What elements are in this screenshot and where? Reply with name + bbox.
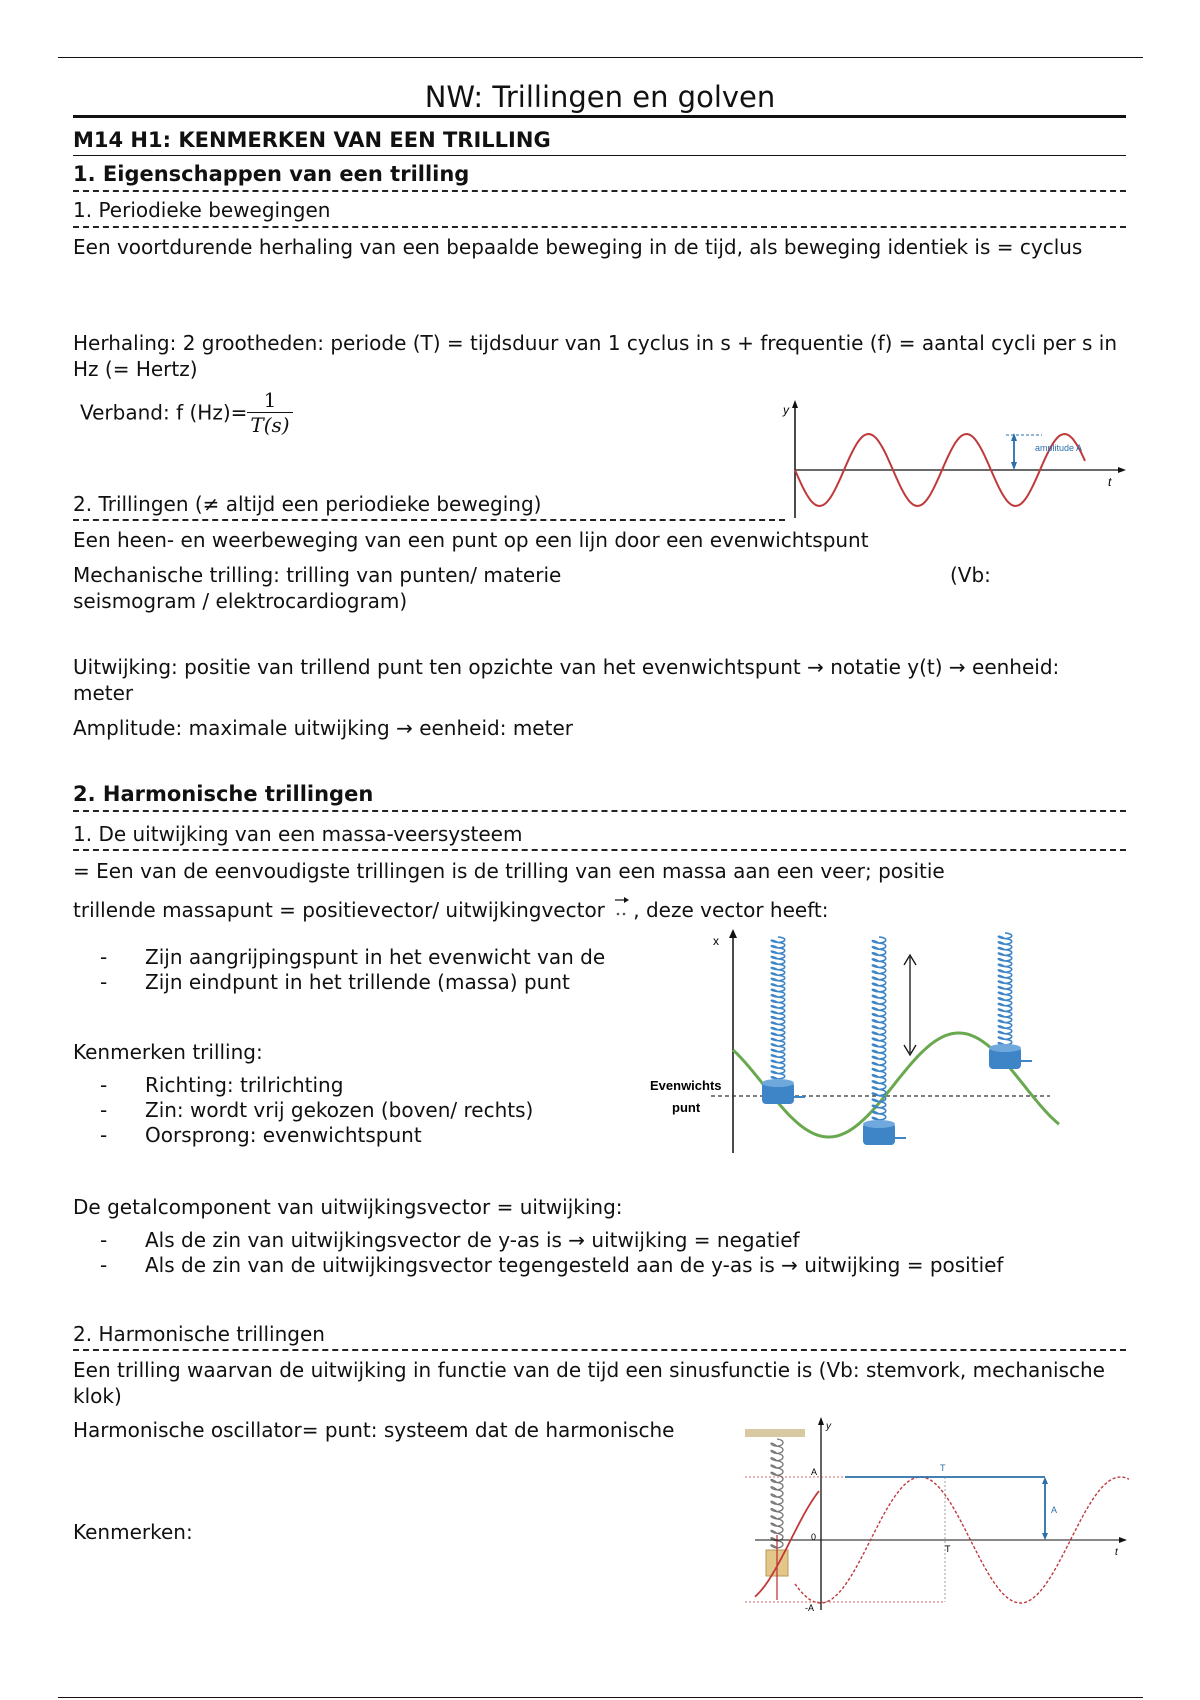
fig2-spring-1 xyxy=(771,937,785,1079)
paragraph-seismogram: seismogram / elektrocardiogram) xyxy=(73,589,408,613)
figure-sine-amplitude xyxy=(780,398,1130,523)
bullet-list-uitwijking xyxy=(100,1228,1003,1278)
fig2-x-label: x xyxy=(713,934,719,948)
page-title: NW: Trillingen en golven xyxy=(424,80,776,114)
fig3-sine-solid xyxy=(755,1491,819,1597)
subsection-periodieke: 1. Periodieke bewegingen xyxy=(73,198,331,222)
fig2-eq-label-1: Evenwichts xyxy=(650,1078,722,1093)
subsection-massa-veer-rule xyxy=(73,849,1126,851)
fig3-y-label: y xyxy=(826,1421,831,1432)
fig3-zero-label: 0 xyxy=(811,1532,817,1542)
paragraph-amplitude: Amplitude: maximale uitwijking → eenheid: meter xyxy=(73,716,573,740)
fig3-T2-label: T xyxy=(945,1544,951,1554)
fig2-eq-label-2: punt xyxy=(672,1100,701,1115)
subsection-trillingen-rule xyxy=(73,519,785,521)
positievector-text: trillende massapunt = positievector/ uitwijkingvector xyxy=(73,898,605,922)
list-item: - Oorsprong: evenwichtspunt xyxy=(100,1123,533,1148)
subsection-harmonische-rule xyxy=(73,1349,1126,1351)
formula-numerator: 1 xyxy=(247,388,292,413)
fig3-t-label: t xyxy=(1115,1547,1118,1558)
fig1-amplitude-label: amplitude A xyxy=(1035,443,1083,453)
page-top-rule xyxy=(58,57,1143,58)
fig3-A-label: A xyxy=(811,1467,818,1477)
subsection-periodieke-rule xyxy=(73,226,1126,228)
subsection-massa-veer: 1. De uitwijking van een massa-veersysteem xyxy=(73,822,523,846)
paragraph-uitwijking: Uitwijking: positie van trillend punt ten opzichte van het evenwichtspunt → notatie y(t) → eenheid: meter xyxy=(73,655,1060,705)
section-2-dashed-rule xyxy=(73,810,1126,812)
figure-oscillator xyxy=(745,1415,1130,1615)
fig2-mass-1 xyxy=(762,1079,805,1104)
list-item: - Zin: wordt vrij gekozen (boven/ rechts) xyxy=(100,1098,533,1123)
subsection-trillingen: 2. Trillingen (≠ altijd een periodieke beweging) xyxy=(73,492,542,516)
list-item: - Als de zin van uitwijkingsvector de y-as is → uitwijking = negatief xyxy=(100,1228,1003,1253)
list-item: - Als de zin van de uitwijkingsvector tegengesteld aan de y-as is → uitwijking = positief xyxy=(100,1253,1003,1278)
list-item: - Zijn aangrijpingspunt in het evenwicht van de xyxy=(100,945,605,970)
list-item: - Richting: trilrichting xyxy=(100,1073,533,1098)
section-1-heading: 1. Eigenschappen van een trilling xyxy=(73,162,470,186)
fig3-ceiling xyxy=(745,1429,805,1437)
formula-label: Verband: f (Hz)= xyxy=(80,400,248,425)
chapter-underline xyxy=(73,155,1126,156)
paragraph-positievector xyxy=(73,898,829,922)
fig2-mass-3 xyxy=(989,1044,1032,1069)
list-item: - Zijn eindpunt in het trillende (massa) punt xyxy=(100,970,605,995)
paragraph-oscillator: Harmonische oscillator= punt: systeem dat de harmonische xyxy=(73,1418,675,1442)
section-2-heading: 2. Harmonische trillingen xyxy=(73,782,374,806)
paragraph-herhaling: Herhaling: 2 grootheden: periode (T) = tijdsduur van 1 cyclus in s + frequentie (f) = aantal cycli per s in Hz (= Hertz) xyxy=(73,331,1117,381)
fig3-negA-label: -A xyxy=(805,1603,814,1613)
paragraph-eenvoudigste: = Een van de eenvoudigste trillingen is de trilling van een massa aan een veer; positie xyxy=(73,859,945,883)
page-bottom-rule xyxy=(58,1697,1143,1698)
bullet-list-kenmerken xyxy=(100,1073,533,1148)
formula-verband xyxy=(80,388,293,437)
title-underline xyxy=(73,115,1126,118)
fig1-y-label: y xyxy=(783,403,789,417)
figure-mass-spring xyxy=(645,925,1070,1160)
kenmerken-label: Kenmerken: xyxy=(73,1520,193,1544)
paragraph-mechanische-vb: (Vb: xyxy=(950,563,991,587)
formula-denominator: T(s) xyxy=(250,413,290,437)
fig2-mass-2 xyxy=(863,1120,906,1145)
fig3-spring xyxy=(771,1439,783,1548)
paragraph-getalcomponent: De getalcomponent van uitwijkingsvector = uitwijking: xyxy=(73,1195,623,1219)
fig2-spring-3 xyxy=(998,933,1012,1045)
positievector-text-2: , deze vector heeft: xyxy=(633,898,829,922)
kenmerken-trilling-label: Kenmerken trilling: xyxy=(73,1040,263,1064)
vector-arrow-icon xyxy=(611,902,633,922)
bullet-list-vector xyxy=(100,945,605,995)
fig3-A2-label: A xyxy=(1051,1505,1058,1515)
fig1-t-label: t xyxy=(1108,475,1112,489)
subsection-harmonische: 2. Harmonische trillingen xyxy=(73,1322,325,1346)
paragraph-mechanische: Mechanische trilling: trilling van punten/ materie xyxy=(73,563,562,587)
paragraph-sinusfunctie: Een trilling waarvan de uitwijking in functie van de tijd een sinusfunctie is (Vb: stemvork, mechanische klok) xyxy=(73,1358,1105,1408)
paragraph-heen-weer: Een heen- en weerbeweging van een punt op een lijn door een evenwichtspunt xyxy=(73,528,869,552)
fig2-spring-2 xyxy=(872,937,886,1120)
formula-fraction xyxy=(247,388,292,437)
paragraph-cyclus: Een voortdurende herhaling van een bepaalde beweging in de tijd, als beweging identiek is = cyclus xyxy=(73,235,1083,259)
fig3-T-label: T xyxy=(940,1463,946,1473)
section-1-dashed-rule xyxy=(73,190,1126,192)
chapter-heading: M14 H1: KENMERKEN VAN EEN TRILLING xyxy=(73,128,551,152)
